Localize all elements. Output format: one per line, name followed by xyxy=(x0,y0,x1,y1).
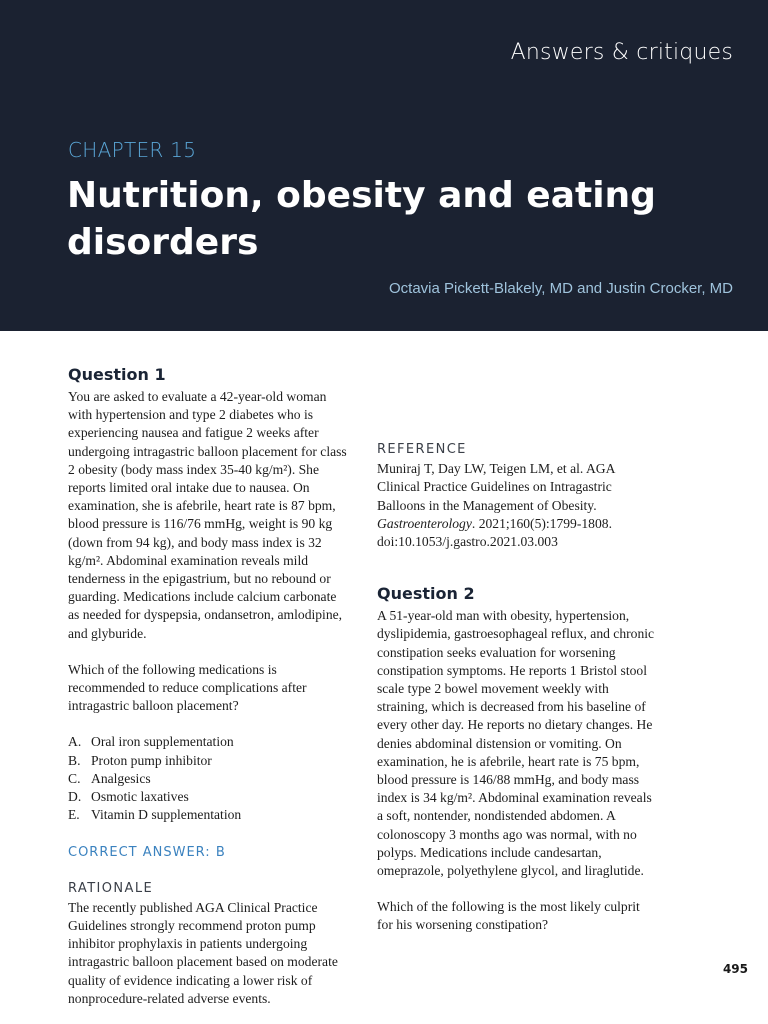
option-letter: A. xyxy=(68,734,82,750)
answer-option xyxy=(68,788,348,806)
chapter-header xyxy=(0,0,768,331)
answer-option xyxy=(68,733,348,751)
right-column xyxy=(377,369,657,935)
reference-heading: REFERENCE xyxy=(377,442,467,457)
chapter-title: Nutrition, obesity and eating disorders xyxy=(67,175,656,263)
rationale-heading: RATIONALE xyxy=(68,880,154,896)
correct-answer: CORRECT ANSWER: B xyxy=(68,845,226,861)
section-tag: Answers & critiques xyxy=(510,40,733,65)
reference-citation: . 2021;160(5):1799-1808. doi:10.1053/j.gastro.2021.03.003 xyxy=(377,515,612,550)
answer-options xyxy=(68,733,348,824)
reference-text xyxy=(377,460,657,551)
question-2-prompt: Which of the following is the most likely culprit for his worsening constipation? xyxy=(377,899,640,933)
option-text: Vitamin D supplementation xyxy=(91,807,242,823)
option-letter: D. xyxy=(68,789,82,805)
question-2-stem: A 51-year-old man with obesity, hypertension, dyslipidemia, gastroesophageal reflux, and chronic constipation seeks evaluation for worsening constipation symptoms. He reports 1 Bristol stool scale type 2 bowel movement weekly with straining, which is decreased from his baseline of every other day. He reports no dietary changes. He denies abdominal distension or vomiting. On examination, he is afebrile, heart rate is 75 bpm, blood pressure is 146/88 mmHg, and body mass index is 34 kg/m². Abdominal examination reveals a soft, nontender, nondistended abdomen. A colonoscopy 3 months ago was normal, with no polyps. Medications include candesartan, omeprazole, polyethylene glycol, and liraglutide. xyxy=(377,608,655,879)
option-text: Oral iron supplementation xyxy=(91,734,234,750)
reference-journal: Gastroenterology xyxy=(377,515,472,531)
answer-option xyxy=(68,806,348,824)
left-column xyxy=(68,364,348,1008)
rationale-text: The recently published AGA Clinical Practice Guidelines strongly recommend proton pump inhibitor prophylaxis in patients undergoing intragastric balloon placement based on moderate quality of evidence indicating a lower risk of nonprocedure-related adverse events. xyxy=(68,899,338,1006)
option-letter: C. xyxy=(68,770,81,786)
answer-option xyxy=(68,770,348,788)
option-text: Proton pump inhibitor xyxy=(91,752,212,768)
page-number: 495 xyxy=(722,962,748,976)
option-text: Analgesics xyxy=(91,770,151,786)
option-text: Osmotic laxatives xyxy=(91,789,189,805)
question-2-title: Question 2 xyxy=(377,584,475,604)
question-1-title: Question 1 xyxy=(68,365,166,384)
question-1-stem: You are asked to evaluate a 42-year-old woman with hypertension and type 2 diabetes who is experiencing nausea and fatigue 2 weeks after undergoing intragastric balloon placement for class 2 obesity (body mass index 35-40 kg/m²). She reports limited oral intake due to nausea. On examination, she is afebrile, heart rate is 87 bpm, blood pressure is 116/76 mmHg, weight is 90 kg (down from 94 kg), and body mass index is 32 kg/m². Abdominal examination reveals mild tenderness in the epigastrium, but no rebound or guarding. Medications include calcium carbonate as needed for dyspepsia, ondansetron, amlodipine, and glyburide. xyxy=(68,389,347,641)
chapter-authors: Octavia Pickett-Blakely, MD and Justin Crocker, MD xyxy=(389,280,733,297)
answer-option xyxy=(68,752,348,770)
reference-authors-title: Muniraj T, Day LW, Teigen LM, et al. AGA Clinical Practice Guidelines on Intragastric Balloons in the Management of Obesity. xyxy=(377,461,615,513)
option-letter: B. xyxy=(68,752,81,768)
question-1-prompt: Which of the following medications is recommended to reduce complications after intragastric balloon placement? xyxy=(68,661,307,714)
option-letter: E. xyxy=(68,807,80,823)
chapter-label: CHAPTER 15 xyxy=(68,138,197,162)
